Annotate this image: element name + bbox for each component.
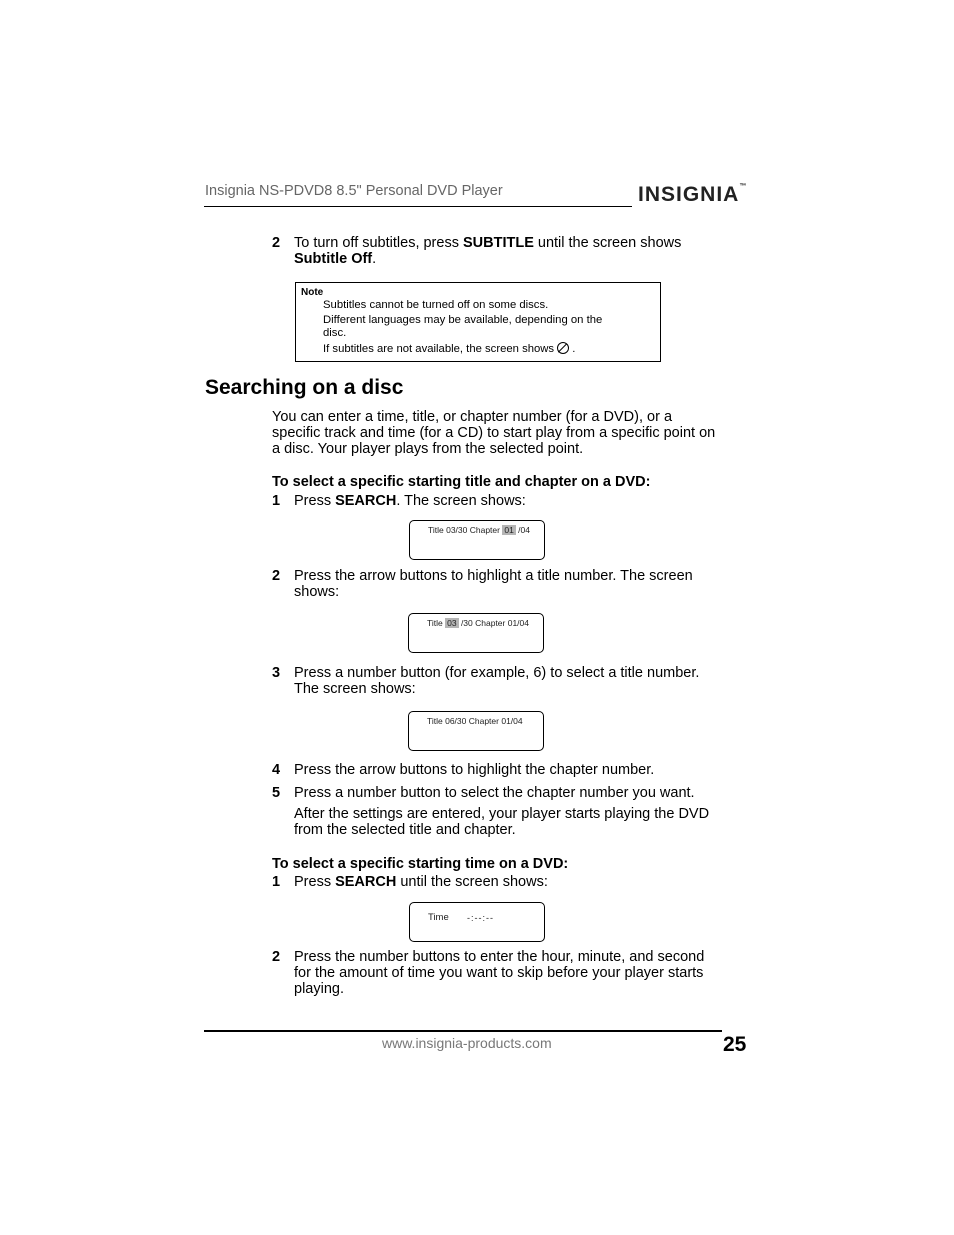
osd-text [428,525,530,535]
step-text-part: . [372,251,377,267]
search-button-label: SEARCH [335,874,397,890]
osd-highlight: 01 [504,525,514,535]
osd-text: Title 06/30 Chapter 01/04 [427,716,523,726]
intro-line: You can enter a time, title, or chapter number (for a DVD), or a [272,409,673,425]
step-number: 2 [272,568,281,584]
note-line: disc. [323,327,347,339]
footer-rule [204,1030,722,1032]
step-number: 2 [272,235,281,251]
step-text: Press the arrow buttons to highlight a title number. The screen [294,568,693,584]
procedure-heading: To select a specific starting title and chapter on a DVD: [272,474,651,490]
step-number: 1 [272,493,281,509]
step-number: 4 [272,762,281,778]
step-text-part: Press [294,874,336,890]
note-line: Different languages may be available, depending on the [323,314,603,326]
step-followup: from the selected title and chapter. [294,822,516,838]
step-text: Press a number button to select the chapter number you want. [294,785,695,801]
step-text: for the amount of time you want to skip before your player starts [294,965,704,981]
note-box [295,282,661,362]
step-number: 1 [272,874,281,890]
step-text [294,493,526,509]
procedure-heading: To select a specific starting time on a DVD: [272,856,569,872]
subtitle-off-label: Subtitle Off [294,251,373,267]
step-text: playing. [294,981,344,997]
osd-screen-time [409,902,545,942]
step-number: 5 [272,785,281,801]
osd-screen-3 [408,711,544,751]
logo-trademark: ™ [739,183,747,190]
step-text: Press the number buttons to enter the hour, minute, and second [294,949,705,965]
osd-time-value: -:--:-- [467,913,494,923]
running-header: Insignia NS-PDVD8 8.5" Personal DVD Player [205,183,503,199]
step-text: The screen shows: [294,681,416,697]
osd-highlight: 03 [447,618,457,628]
prohibited-icon [557,342,569,354]
insignia-logo [638,183,746,207]
osd-text-part: Title 03/30 Chapter [428,525,503,535]
step-followup: After the settings are entered, your player starts playing the DVD [294,806,710,822]
section-intro [272,409,750,457]
step-text-part: Press [294,493,336,509]
osd-screen-1 [409,520,545,560]
osd-text-part: /04 [515,525,530,535]
intro-line: a disc. Your player plays from the selected point. [272,441,584,457]
step-text: Press a number button (for example, 6) to select a title number. [294,665,700,681]
note-line-no-subtitle [323,342,575,356]
note-label: Note [301,287,324,298]
step-text-part: . The screen shows: [396,493,526,509]
step-number: 2 [272,949,281,965]
note-line-text: If subtitles are not available, the screen shows [323,343,555,355]
logo-text: INSIGNIA [638,183,740,206]
step-text: Press the arrow buttons to highlight the chapter number. [294,762,655,778]
search-button-label: SEARCH [335,493,397,509]
section-title: Searching on a disc [205,376,404,399]
note-line-text: . [572,343,576,355]
page-number: 25 [723,1033,747,1056]
step-text-line2 [294,251,376,267]
osd-text-part: Title [427,618,446,628]
footer-url: www.insignia-products.com [382,1035,552,1051]
intro-line: specific track and time (for a CD) to start play from a specific point on [272,425,716,441]
osd-text [427,618,529,628]
step-text [294,874,548,890]
step-subtitle-off [272,235,742,269]
note-line: Subtitles cannot be turned off on some discs. [323,299,549,311]
step-number: 3 [272,665,281,681]
osd-time-label: Time [428,912,449,923]
osd-text-part: /30 Chapter 01/04 [458,618,529,628]
osd-screen-2 [408,613,544,653]
step-text-part: until the screen shows [533,235,682,251]
header-rule [204,206,632,207]
step-text: shows: [294,584,340,600]
step-text-part: To turn off subtitles, press [294,235,463,251]
step-text-part: until the screen shows: [396,874,548,890]
step-text [294,235,681,251]
subtitle-button-label: SUBTITLE [462,235,534,251]
